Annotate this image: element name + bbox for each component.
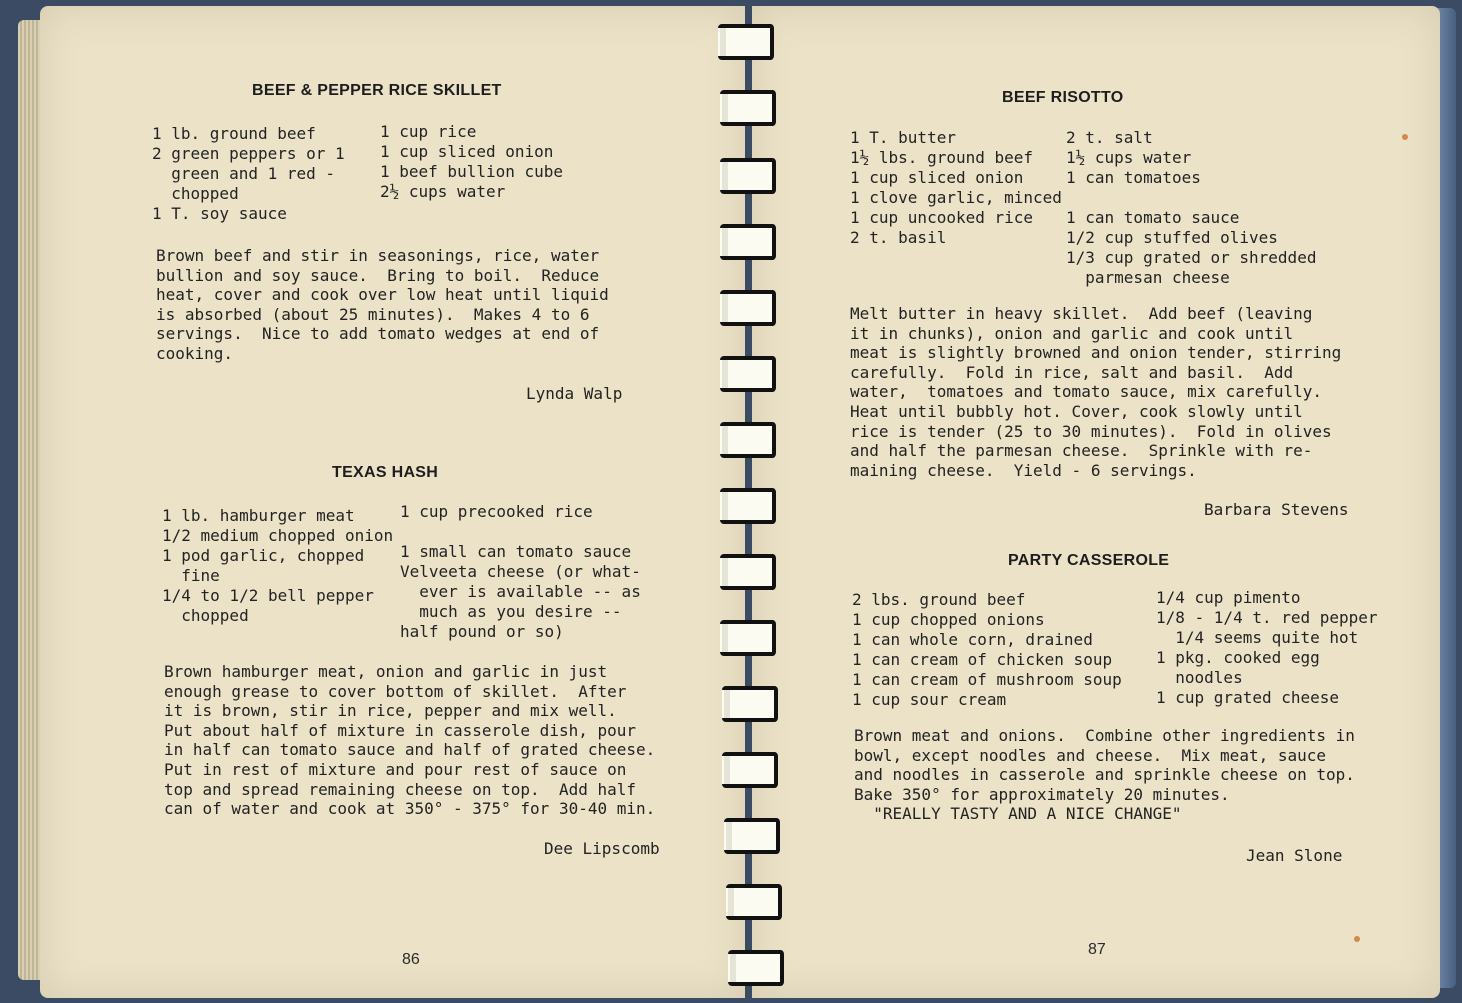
text-line: 1½ lbs. ground beef [850,148,1034,167]
text-line [1066,188,1316,208]
text-line: 1 cup chopped onions [852,610,1045,629]
binding-coil [726,884,782,920]
binding-coil [722,686,778,722]
recipe-title: PARTY CASSEROLE [1008,552,1170,569]
binding-coil [720,224,776,260]
recipe-directions [850,304,1341,480]
binding-coil [718,24,774,60]
binding-coil [720,422,776,458]
text-line: Brown hamburger meat, onion and garlic in just [164,662,608,681]
text-line: carefully. Fold in rice, salt and basil. Add [850,362,1294,382]
ingredients-col-1 [162,506,393,626]
recipe-title: BEEF & PEPPER RICE SKILLET [252,82,502,99]
text-line: cooking. [156,343,234,363]
text-line: is absorbed (about 25 minutes). Makes 4 to 6 [156,304,590,324]
binding-coil [722,752,778,788]
paper-spot [1402,134,1408,140]
text-line: 1 T. soy sauce [152,204,287,223]
text-line: 1 small can tomato sauce [400,542,632,561]
text-line: 1/4 to 1/2 bell pepper [162,586,374,605]
ingredients-col-2 [400,502,641,642]
binding-coil [720,620,776,656]
recipe-title: BEEF RISOTTO [1002,89,1124,106]
ingredients-col-1 [850,128,1062,248]
paper-spot [1354,936,1360,942]
text-line: green and 1 red - [152,164,336,183]
text-line: Brown meat and onions. Combine other ingredients in [854,726,1355,745]
recipe-directions [854,726,1355,824]
text-line: Bake 350° for approximately 20 minutes. [854,784,1230,804]
text-line: meat is slightly browned and onion tender, stirring [850,343,1342,363]
recipe-author: Barbara Stevens [1204,500,1349,519]
text-line: it is brown, stir in rice, pepper and mix well. [164,701,617,721]
text-line [400,522,641,542]
recipe-author: Dee Lipscomb [544,839,660,858]
ingredients-col-2 [380,122,563,202]
text-line: 1 cup sour cream [852,690,1007,709]
recipe-directions [164,662,655,819]
ingredients-col-2 [1066,128,1316,288]
text-line: 1 cup sliced onion [380,142,554,161]
text-line: servings. Nice to add tomato wedges at end of [156,324,600,344]
text-line: bowl, except noodles and cheese. Mix meat, sauce [854,745,1327,765]
text-line: 1 can tomatoes [1066,168,1201,187]
text-line: 1/2 cup stuffed olives [1066,228,1278,247]
text-line: 2½ cups water [380,182,506,201]
text-line: rice is tender (25 to 30 minutes). Fold in olives [850,421,1332,441]
recipe-title: TEXAS HASH [332,464,439,481]
text-line: top and spread remaining cheese on top. Add half [164,779,637,799]
text-line: 1/2 medium chopped onion [162,526,394,545]
text-line: 1½ cups water [1066,148,1192,167]
text-line: "REALLY TASTY AND A NICE CHANGE" [854,804,1182,824]
ingredients-col-1 [852,590,1122,710]
text-line: 1 cup rice [380,122,477,141]
right-page [752,6,1440,998]
text-line: can of water and cook at 350° - 375° for 30-40 min. [164,799,656,819]
text-line: 1/8 - 1/4 t. red pepper [1156,608,1378,627]
text-line: ever is available -- as [400,582,641,601]
binding-coil [720,290,776,326]
text-line: Melt butter in heavy skillet. Add beef (leaving [850,304,1313,323]
text-line: and noodles in casserole and sprinkle cheese on top. [854,765,1355,785]
binding-coil [724,818,780,854]
text-line: 1 can cream of mushroom soup [852,670,1122,689]
text-line: half pound or so) [400,622,564,641]
text-line: heat, cover and cook over low heat until liquid [156,285,609,305]
left-page [40,6,745,998]
text-line: Brown beef and stir in seasonings, rice, water [156,246,600,265]
text-line: 1/4 seems quite hot [1156,628,1359,647]
text-line: Put about half of mixture in casserole dish, pour [164,720,637,740]
ingredients-col-2 [1156,588,1378,708]
spiral-binding [712,20,792,990]
text-line: bullion and soy sauce. Bring to boil. Reduce [156,265,600,285]
text-line: Put in rest of mixture and pour rest of sauce on [164,759,627,779]
page-number: 86 [402,951,420,968]
binding-coil [720,158,776,194]
recipe-author: Lynda Walp [526,384,623,403]
text-line: parmesan cheese [1066,268,1230,287]
text-line: chopped [162,606,249,625]
text-line: 2 t. basil [850,228,947,247]
text-line: Velveeta cheese (or what- [400,562,641,581]
text-line: 1 lb. hamburger meat [162,506,355,525]
text-line: 1 can tomato sauce [1066,208,1240,227]
recipe-author: Jean Slone [1246,846,1343,865]
text-line: 1 cup precooked rice [400,502,593,521]
text-line: 1/3 cup grated or shredded [1066,248,1317,267]
text-line: in half can tomato sauce and half of grated cheese. [164,740,656,760]
page-number: 87 [1088,941,1106,958]
text-line: 1 T. butter [850,128,956,147]
text-line: maining cheese. Yield - 6 servings. [850,460,1197,480]
text-line: 1 cup sliced onion [850,168,1024,187]
text-line: Heat until bubbly hot. Cover, cook slowly until [850,401,1303,421]
text-line: 2 lbs. ground beef [852,590,1026,609]
text-line: and half the parmesan cheese. Sprinkle with re- [850,441,1313,461]
text-line: 2 t. salt [1066,128,1153,147]
binding-coil [728,950,784,986]
binding-coil [720,90,776,126]
text-line: 1 can cream of chicken soup [852,650,1113,669]
text-line: enough grease to cover bottom of skillet. After [164,681,627,701]
text-line: 1 can whole corn, drained [852,630,1093,649]
text-line: water, tomatoes and tomato sauce, mix carefully. [850,382,1323,402]
text-line: noodles [1156,668,1243,687]
text-line: chopped [152,184,239,203]
text-line: it in chunks), onion and garlic and cook until [850,323,1294,343]
binding-coil [720,554,776,590]
text-line: much as you desire -- [400,602,622,621]
ingredients-col-1 [152,124,345,224]
recipe-directions [156,246,609,364]
text-line: 1 pkg. cooked egg [1156,648,1320,667]
text-line: 1 lb. ground beef [152,124,316,143]
binding-coil [720,356,776,392]
text-line: 1 pod garlic, chopped [162,546,365,565]
text-line: 1 clove garlic, minced [850,188,1062,207]
text-line: 2 green peppers or 1 [152,144,345,163]
text-line: 1 beef bullion cube [380,162,564,181]
text-line: 1/4 cup pimento [1156,588,1301,607]
text-line: 1 cup grated cheese [1156,688,1340,707]
binding-coil [720,488,776,524]
text-line: fine [162,566,220,585]
text-line: 1 cup uncooked rice [850,208,1034,227]
